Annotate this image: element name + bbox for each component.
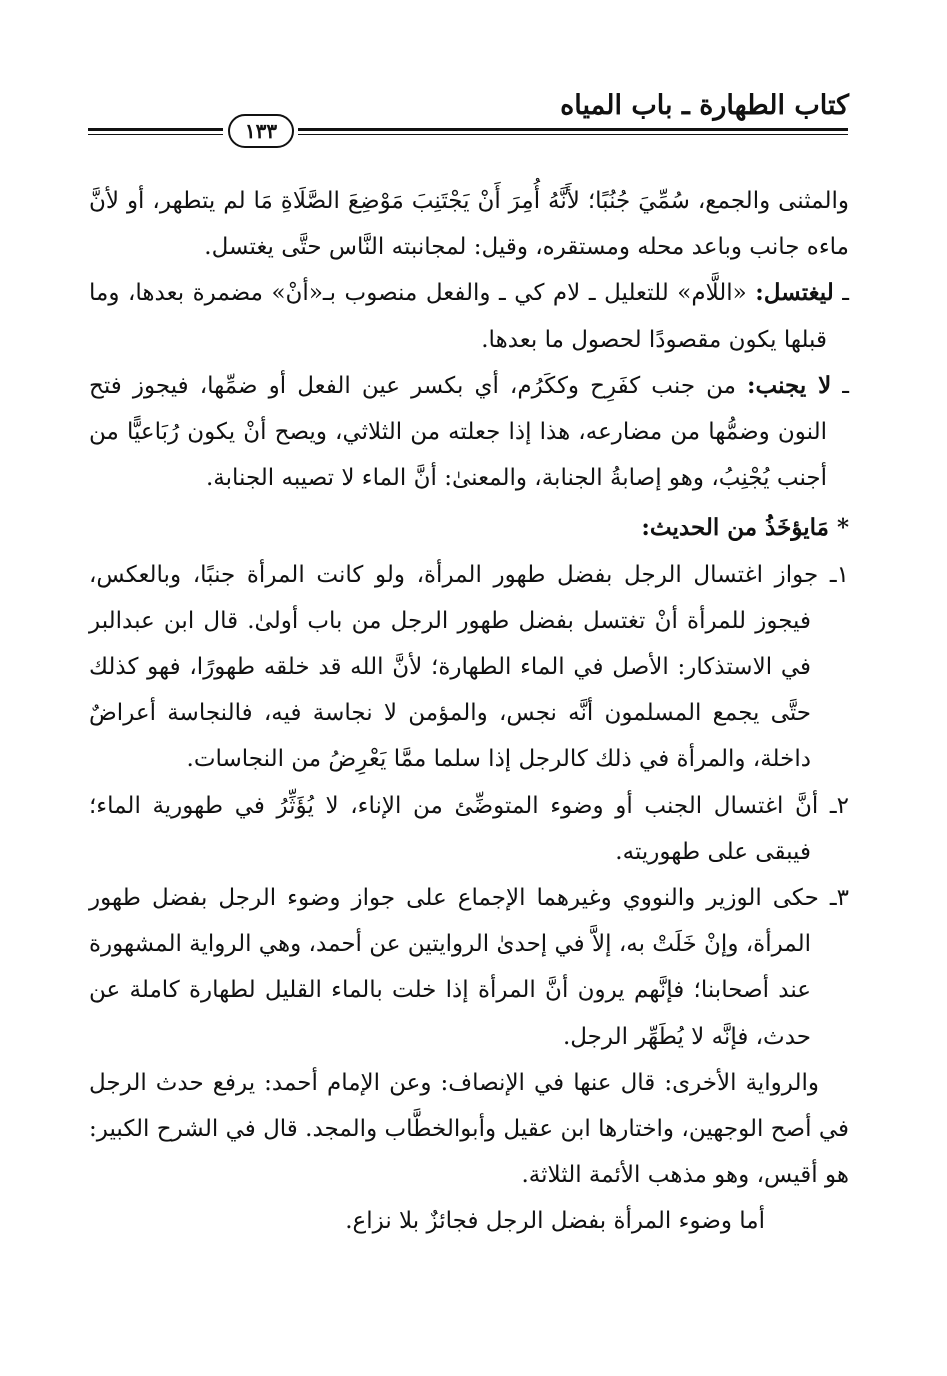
body-text [89,178,849,1245]
section-heading: * مَايؤخَذُ من الحديث: [641,514,849,542]
dash: ـ [833,280,849,307]
paragraph-junub-definition: والمثنى والجمع، سُمِّيَ جُنُبًا؛ لأَنَّهُ أُمِرَ أَنْ يَجْتَنِبَ مَوْضِعَ الصَّلَاةِ مَا لم يتطهر، أو لأنَّ ماءه جانب وباعد محله ومستقره، وقيل: لمجانبته النَّاس حتَّى يغتسل. [89,188,849,261]
list-item-1: ١ـ جواز اغتسال الرجل بفضل طهور المرأة، ولو كانت المرأة جنبًا، وبالعكس، فيجوز للمرأة أنْ تغتسل بفضل طهور الرجل من باب أولىٰ. قال ابن عبدالبر في الاستذكار: الأصل في الماء الطهارة؛ لأنَّ الله قد خلقه طهورًا، فهو كذلك حتَّى يجمع المسلمون أنَّه نجس، والمؤمن لا نجاسة فيه، فالنجاسة أعراضٌ داخلة، والمرأة في ذلك كالرجل إذا سلما ممَّا يَعْرِضُ من النجاسات. [89,561,849,773]
definition-la-yajnub: من جنب كفَرِح وككَرُم، أي بكسر عين الفعل أو ضمِّها، فيجوز فتح النون وضمُّها من مضارعه، هذا إذا جعلته من الثلاثي، ويصح أنْ يكون رُبَاعيًّا من أجنب يُجْنِبُ، وهو إصابةُ الجنابة، والمعنىٰ: أنَّ الماء لا تصيبه الجنابة. [89,372,827,492]
rule-line-left [88,128,223,135]
running-title: كتاب الطهارة ـ باب المياه [560,90,849,121]
rule-line-right [298,128,848,135]
header-rule [88,119,848,143]
paragraph-woman-wudu: أما وضوء المرأة بفضل الرجل فجائزٌ بلا نزاع. [345,1208,765,1235]
paragraph-la-yajnub [89,363,849,502]
list-item-3: ٣ـ حكى الوزير والنووي وغيرهما الإجماع على جواز وضوء الرجل بفضل طهور المرأة، وإنْ خَلَتْ به، إلاَّ في إحدىٰ الروايتين عن أحمد، وهي الرواية المشهورة عند أصحابنا؛ فإنَّهم يرون أنَّ المرأة إذا خلت بالماء القليل لطهارة كاملة عن حدث، فإنَّه لا يُطَهِّر الرجل. [89,885,849,1050]
list-item-2: ٢ـ أنَّ اغتسال الجنب أو وضوء المتوضِّئ من الإناء، لا يُؤَثِّرُ في طهورية الماء؛ فيبقى على طهوريته. [89,792,849,865]
term-la-yajnub: لا يجنب: [747,371,832,399]
dash: ـ [831,372,849,399]
term-yaghtasil: ليغتسل: [755,279,834,307]
definition-yaghtasil: «اللَّام» للتعليل ـ لام كي ـ والفعل منصوب بـ«أنْ» مضمرة بعدها، وما قبلها يكون مقصودًا لحصول ما بعدها. [89,280,827,353]
page-number: ١٣٣ [228,114,294,148]
paragraph-other-narration: والرواية الأخرى: قال عنها في الإنصاف: وعن الإمام أحمد: يرفع حدث الرجل في أصح الوجهين، واختارها ابن عقيل وأبوالخطَّاب والمجد. قال في الشرح الكبير: هو أقيس، وهو مذهب الأئمة الثلاثة. [89,1069,849,1189]
paragraph-yaghtasil [89,270,849,362]
